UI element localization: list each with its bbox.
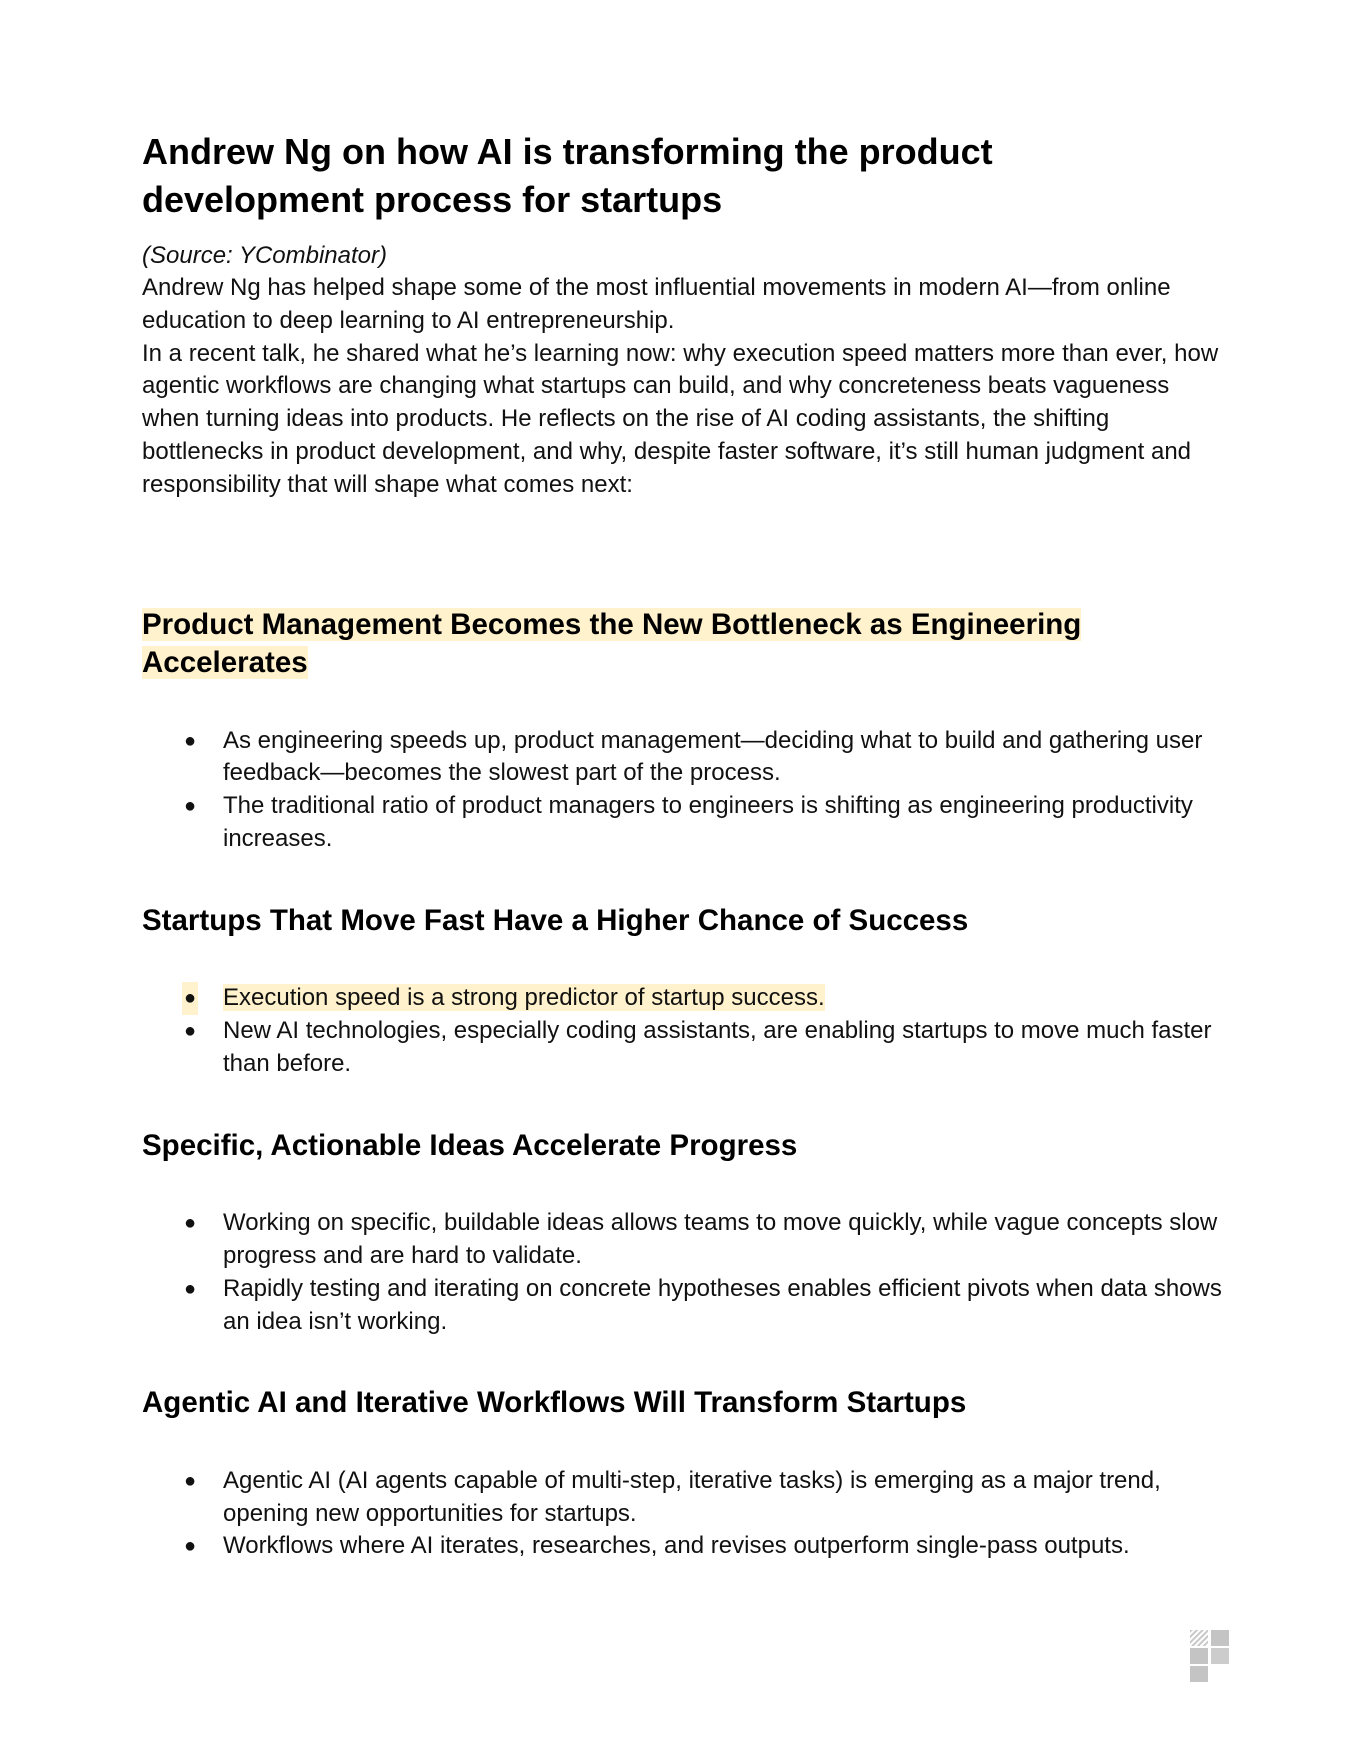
list-item: [142, 790, 1222, 856]
source-line: (Source: YCombinator): [142, 242, 387, 269]
list-item-highlighted: [142, 982, 1222, 1015]
bullet-icon: ●: [184, 1212, 197, 1235]
section-heading-product-management: [142, 606, 1102, 683]
list-item-text: Rapidly testing and iterating on concrete hypotheses enables efficient pivots when data shows an idea isn’t working.: [223, 1274, 1222, 1335]
document-page: [142, 128, 1222, 1563]
section-heading-move-fast: Startups That Move Fast Have a Higher Chance of Success: [142, 903, 969, 937]
bullet-list: [142, 982, 1222, 1080]
bullet-icon: ●: [184, 795, 197, 818]
bullet-list: [142, 1207, 1222, 1338]
list-item-text: Working on specific, buildable ideas allows teams to move quickly, while vague concepts slow progress and are hard to validate.: [223, 1209, 1218, 1269]
section-heading-agentic-ai: Agentic AI and Iterative Workflows Will Transform Startups: [142, 1386, 967, 1420]
grid-logo-icon: [1190, 1630, 1230, 1682]
bullet-icon: ●: [182, 982, 198, 1015]
intro-paragraph-1: Andrew Ng has helped shape some of the most influential movements in modern AI—from online education to deep learning to AI entrepreneurship.: [142, 274, 1171, 334]
bullet-icon: ●: [184, 1469, 197, 1492]
bullet-icon: ●: [184, 729, 197, 752]
list-item: [142, 1465, 1222, 1531]
list-item-text: New AI technologies, especially coding assistants, are enabling startups to move much faster than before.: [223, 1017, 1212, 1077]
intro-paragraph-2: In a recent talk, he shared what he’s learning now: why execution speed matters more than ever, how agentic workflows are changing what startups can build, and why concreteness beats vagueness when turning ideas into products. He reflects on the rise of AI coding assistants, the shifting bottlenecks in product development, and why, despite faster software, it’s still human judgment and responsibility that will shape what comes next:: [142, 339, 1219, 498]
document-title: Andrew Ng on how AI is transforming the product development process for startups: [142, 131, 993, 220]
bullet-list: [142, 725, 1222, 856]
list-item: [142, 1273, 1222, 1339]
list-item: [142, 1207, 1222, 1273]
list-item-text: Workflows where AI iterates, researches, and revises outperform single-pass outputs.: [223, 1532, 1130, 1560]
section-heading-text: Product Management Becomes the New Bottleneck as Engineering Accelerates: [142, 607, 1082, 680]
list-item-text: As engineering speeds up, product management—deciding what to build and gathering user feedback—becomes the slowest part of the process.: [223, 726, 1203, 787]
list-item-text: Agentic AI (AI agents capable of multi-step, iterative tasks) is emerging as a major trend, opening new opportunities for startups.: [223, 1466, 1161, 1527]
list-item: [142, 1015, 1222, 1081]
bullet-icon: ●: [184, 1277, 197, 1300]
bullet-list: [142, 1465, 1222, 1563]
list-item-text: Execution speed is a strong predictor of startup success.: [223, 984, 825, 1012]
section-heading-specific-ideas: Specific, Actionable Ideas Accelerate Progress: [142, 1128, 798, 1162]
list-item: [142, 1530, 1222, 1563]
list-item-text: The traditional ratio of product managers to engineers is shifting as engineering productivity increases.: [223, 792, 1193, 852]
bullet-icon: ●: [184, 1535, 197, 1558]
bullet-icon: ●: [184, 1020, 197, 1043]
list-item: [142, 725, 1222, 791]
